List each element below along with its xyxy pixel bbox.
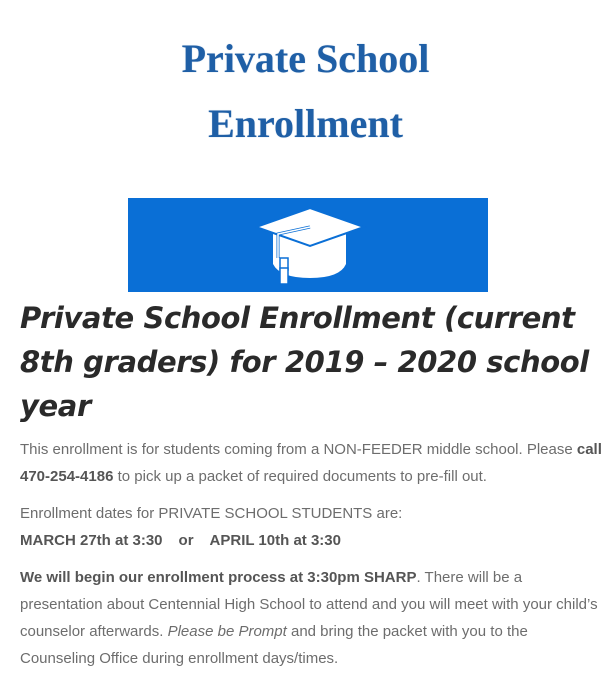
intro-text-end: to pick up a packet of required documents to pre-fill out. (113, 468, 487, 485)
hero-title (0, 26, 611, 156)
dates-paragraph (20, 500, 605, 554)
process-text: . There will be a presentation about Centennial High School to attend and you will meet with your child’s counselor afterwards. (20, 569, 598, 640)
hero-title-line1: Private School (181, 36, 430, 81)
date-march: MARCH 27th at 3:30 (20, 532, 163, 549)
intro-paragraph (20, 436, 605, 490)
hero-title-line2: Enrollment (208, 101, 403, 146)
date-or: or (178, 532, 194, 549)
prompt-note: Please be Prompt (167, 623, 287, 640)
call-phone: call 470-254-4186 (20, 441, 602, 485)
dates-line (20, 527, 605, 554)
graduation-cap-icon (128, 198, 488, 292)
dates-intro: Enrollment dates for PRIVATE SCHOOL STUDENTS are: (20, 505, 403, 522)
process-paragraph (20, 564, 605, 672)
process-text-end: and bring the packet with you to the Counseling Office during enrollment days/times. (20, 623, 528, 667)
graduation-banner (128, 198, 488, 292)
process-start: We will begin our enrollment process at 3:30pm SHARP (20, 569, 417, 586)
article-heading: Private School Enrollment (current 8th graders) for 2019 – 2020 school year (20, 301, 589, 423)
date-april: APRIL 10th at 3:30 (209, 532, 341, 549)
intro-text: This enrollment is for students coming from a NON-FEEDER middle school. Please (20, 441, 577, 458)
